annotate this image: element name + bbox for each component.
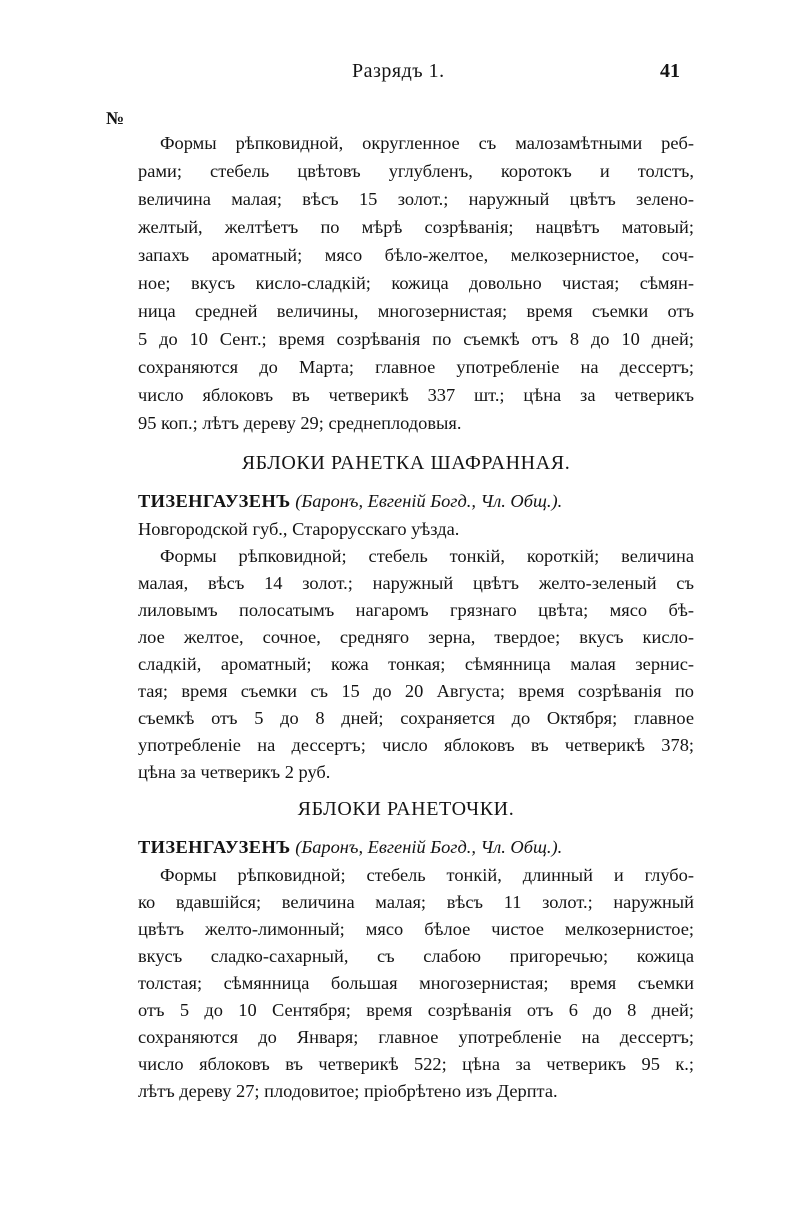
paragraph-line: ко вдавшійся; величина малая; вѣсъ 11 золот.; наружный [138, 892, 694, 912]
paragraph-line: цѣна за четверикъ 2 руб. [138, 762, 331, 782]
paragraph-line: ное; вкусъ кисло-сладкій; кожица довольно чистая; сѣмян- [138, 273, 694, 293]
paragraph-line: лое желтое, сочное, средняго зерна, твердое; вкусъ кисло- [138, 627, 694, 647]
paragraph-line: Формы рѣпковидной; стебель тонкій, длинный и глубо- [160, 865, 694, 885]
page-header [0, 60, 812, 90]
paragraph-line: желтый, желтѣетъ по мѣрѣ созрѣванія; нацвѣтъ матовый; [138, 217, 694, 237]
paragraph-line: малая, вѣсъ 14 золот.; наружный цвѣтъ желто-зеленый съ [138, 573, 694, 593]
author-detail: (Баронъ, Евгеній Богд., Чл. Общ.). [295, 491, 563, 511]
author-name: ТИЗЕНГАУЗЕНЪ [138, 837, 291, 857]
paragraph-line: вкусъ сладко-сахарный, съ слабою пригоречью; кожица [138, 946, 694, 966]
number-sign-mark: № [106, 108, 125, 128]
paragraph-line: величина малая; вѣсъ 15 золот.; наружный цвѣтъ зелено- [138, 189, 694, 209]
author-name: ТИЗЕНГАУЗЕНЪ [138, 491, 291, 511]
author-line [138, 834, 698, 860]
paragraph-line: сохраняются до Января; главное употребленіе на дессертъ; [138, 1027, 694, 1047]
author-detail: (Баронъ, Евгеній Богд., Чл. Общ.). [295, 837, 563, 857]
paragraph-line: запахъ ароматный; мясо бѣло-желтое, мелкозернистое, соч- [138, 245, 694, 265]
location-line: Новгородской губ., Старорусскаго уѣзда. [138, 519, 460, 539]
author-line [138, 488, 698, 514]
paragraph-line: отъ 5 до 10 Сентября; время созрѣванія отъ 6 до 8 дней; [138, 1000, 694, 1020]
paragraph-line: число яблоковъ въ четверикѣ 337 шт.; цѣна за четверикъ [138, 385, 694, 405]
paragraph-line: тая; время съемки съ 15 до 20 Августа; время созрѣванія по [138, 681, 694, 701]
running-head: Разрядъ 1. [352, 60, 445, 82]
paragraph-line: сохраняются до Марта; главное употребленіе на дессертъ; [138, 357, 694, 377]
paragraph-line: сладкій, ароматный; кожа тонкая; сѣмянница малая зернис- [138, 654, 694, 674]
paragraph-line: 5 до 10 Сент.; время созрѣванія по съемкѣ отъ 8 до 10 дней; [138, 329, 694, 349]
paragraph-line: рами; стебель цвѣтовъ углубленъ, коротокъ и толстъ, [138, 161, 694, 181]
paragraph-line: употребленіе на дессертъ; число яблоковъ въ четверикѣ 378; [138, 735, 694, 755]
paragraph-line: Формы рѣпковидной; стебель тонкій, короткій; величина [160, 546, 694, 566]
paragraph-line: цвѣтъ желто-лимонный; мясо бѣлое чистое мелкозернистое; [138, 919, 694, 939]
paragraph-line: Формы рѣпковидной, округленное съ малозамѣтными реб- [160, 133, 694, 153]
section-heading: ЯБЛОКИ РАНЕТКА ШАФРАННАЯ. [241, 452, 571, 474]
section-heading: ЯБЛОКИ РАНЕТОЧКИ. [297, 798, 515, 820]
paragraph-line: ница средней величины, многозернистая; время съемки отъ [138, 301, 694, 321]
page-number: 41 [660, 60, 680, 82]
paragraph-line: лѣтъ дереву 27; плодовитое; пріобрѣтено изъ Дерпта. [138, 1081, 558, 1101]
paragraph-line: толстая; сѣмянница большая многозернистая; время съемки [138, 973, 694, 993]
paragraph-line: число яблоковъ въ четверикѣ 522; цѣна за четверикъ 95 к.; [138, 1054, 694, 1074]
paragraph-line: лиловымъ полосатымъ нагаромъ грязнаго цвѣта; мясо бѣ- [138, 600, 694, 620]
paragraph-line: 95 коп.; лѣтъ дереву 29; среднеплодовыя. [138, 413, 462, 433]
paragraph-line: съемкѣ отъ 5 до 8 дней; сохраняется до Октября; главное [138, 708, 694, 728]
